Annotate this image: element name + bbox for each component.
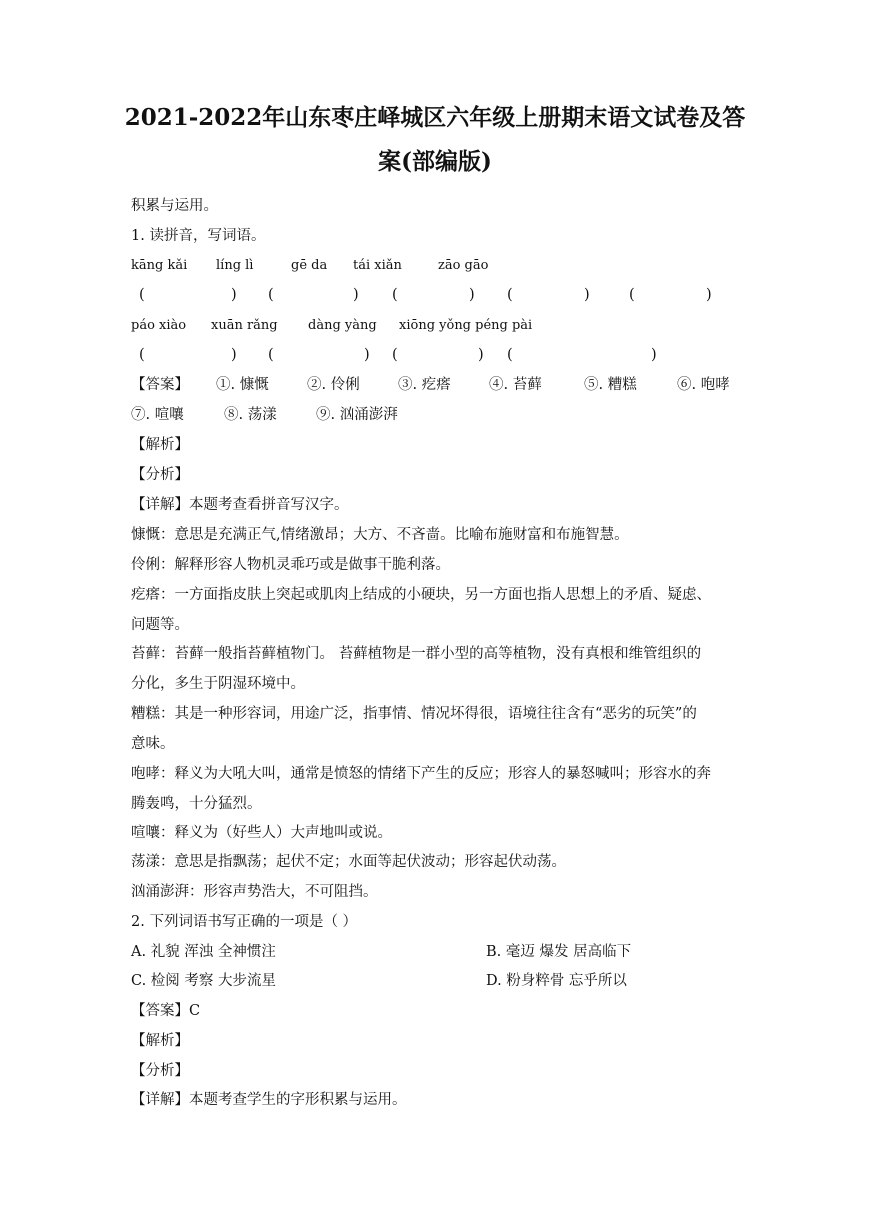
- section-heading: 积累与运用。: [131, 198, 218, 214]
- q2-option-c: C. 检阅 考察 大步流星: [131, 973, 277, 989]
- q1-xiangjie: 【详解】本题考查看拼音写汉字。: [131, 497, 349, 513]
- q2-question: 2. 下列词语书写正确的一项是（ ）: [131, 914, 358, 930]
- answer-item: ⑤. 糟糕: [584, 377, 637, 393]
- q2-option-d: D. 粉身粹骨 忘乎所以: [486, 973, 627, 989]
- pinyin: zāo gāo: [438, 258, 489, 273]
- q2-option-b: B. 毫迈 爆发 居高临下: [486, 944, 632, 960]
- q2-option-a: A. 礼貌 浑浊 全神惯注: [131, 944, 276, 960]
- answer-item: ②. 伶俐: [307, 377, 360, 393]
- answer-blanks-row-2: ( ) ( ) ( ) ( ): [139, 347, 657, 363]
- explanation-line: 荡漾：意思是指飘荡；起伏不定；水面等起伏波动；形容起伏动荡。: [131, 854, 566, 870]
- answer-item: ⑦. 喧嚷: [131, 407, 184, 423]
- answer-item: ⑨. 汹涌澎湃: [316, 407, 398, 423]
- pinyin: gē da: [291, 258, 328, 273]
- pinyin: xiōng yǒng péng pài: [399, 318, 533, 333]
- pinyin: kāng kǎi: [131, 258, 188, 273]
- pinyin: páo xiào: [131, 318, 187, 333]
- explanation-line: 苔藓：苔藓一般指苔藓植物门。 苔藓植物是一群小型的高等植物，没有真根和维管组织的: [131, 646, 702, 662]
- title-line-1: 2021-2022年山东枣庄峄城区六年级上册期末语文试卷及答: [124, 104, 746, 131]
- answer-item: ④. 苔藓: [489, 377, 542, 393]
- explanation-line: 咆哮：释义为大吼大叫，通常是愤怒的情绪下产生的反应；形容人的暴怒喊叫；形容水的奔: [131, 766, 711, 782]
- pinyin: líng lì: [216, 258, 254, 273]
- pinyin: dàng yàng: [308, 318, 377, 333]
- answer-item: ⑧. 荡漾: [224, 407, 277, 423]
- q2-fenxi: 【分析】: [131, 1063, 189, 1079]
- explanation-line: 汹涌澎湃：形容声势浩大，不可阻挡。: [131, 884, 378, 900]
- pinyin: tái xiǎn: [353, 258, 402, 273]
- q1-answer-label: 【答案】: [131, 377, 189, 393]
- q2-answer: 【答案】C: [131, 1003, 201, 1019]
- explanation-line: 分化，多生于阴湿环境中。: [131, 676, 305, 692]
- document-title: [80, 96, 790, 184]
- answer-item: ①. 慷慨: [216, 377, 269, 393]
- explanation-line: 意味。: [131, 736, 175, 752]
- answer-blanks-row-1: ( ) ( ) ( ) ( ) ( ): [139, 287, 712, 303]
- explanation-line: 问题等。: [131, 617, 189, 633]
- q1-question: 1. 读拼音，写词语。: [131, 228, 266, 244]
- q1-fenxi: 【分析】: [131, 467, 189, 483]
- q1-jiexi: 【解析】: [131, 437, 189, 453]
- explanation-line: 腾轰鸣，十分猛烈。: [131, 796, 262, 812]
- explanation-line: 伶俐：解释形容人物机灵乖巧或是做事干脆利落。: [131, 557, 450, 573]
- explanation-line: 慷慨：意思是充满正气,情绪激昂；大方、不吝啬。比喻布施财富和布施智慧。: [131, 527, 629, 543]
- title-line-2: 案(部编版): [378, 148, 492, 175]
- pinyin-row-1: [131, 256, 781, 276]
- explanation-line: 喧嚷：释义为（好些人）大声地叫或说。: [131, 825, 392, 841]
- pinyin-row-2: [131, 316, 781, 336]
- answer-item: ⑥. 咆哮: [677, 377, 730, 393]
- q2-jiexi: 【解析】: [131, 1033, 189, 1049]
- answer-item: ③. 疙瘩: [398, 377, 451, 393]
- explanation-line: 疙瘩：一方面指皮肤上突起或肌肉上结成的小硬块，另一方面也指人思想上的矛盾、疑虑、: [131, 587, 711, 603]
- q2-xiangjie: 【详解】本题考查学生的字形积累与运用。: [131, 1092, 407, 1108]
- pinyin: xuān rǎng: [211, 318, 278, 333]
- explanation-line: 糟糕：其是一种形容词，用途广泛，指事情、情况坏得很，语境往往含有“恶劣的玩笑”的: [131, 706, 697, 722]
